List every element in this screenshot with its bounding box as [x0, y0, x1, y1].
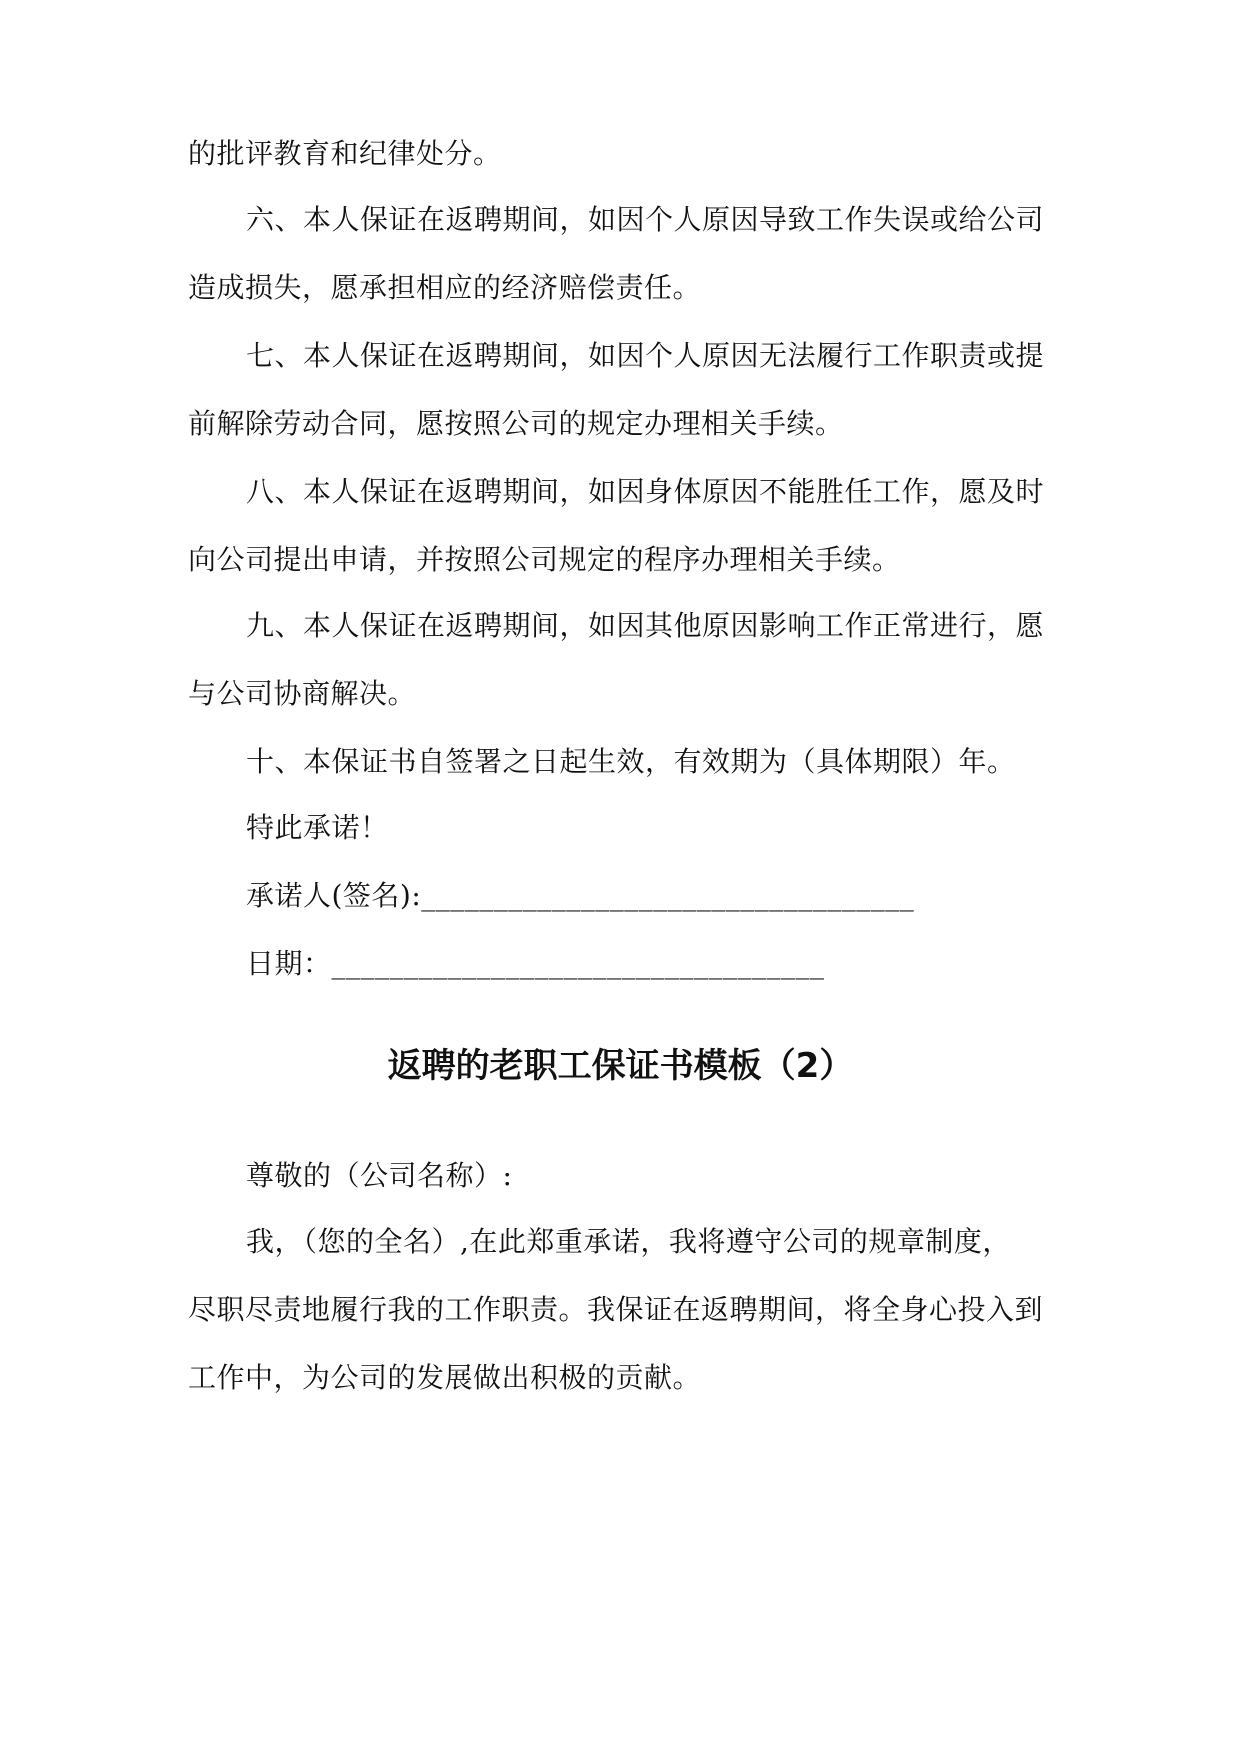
clause-7-line-2: 前解除劳动合同，愿按照公司的规定办理相关手续。 [188, 407, 844, 440]
paragraph-5-continuation: 的批评教育和纪律处分。 [188, 137, 502, 170]
clause-8-line-2: 向公司提出申请，并按照公司规定的程序办理相关手续。 [188, 543, 901, 576]
salutation: 尊敬的（公司名称）: [246, 1159, 513, 1192]
clause-8-line-1: 八、本人保证在返聘期间，如因身体原因不能胜任工作，愿及时 [246, 475, 1045, 508]
pledge-line-3: 工作中，为公司的发展做出积极的贡献。 [188, 1361, 702, 1394]
signature-line: 承诺人(签名):__________________________________ [246, 879, 915, 912]
clause-10: 十、本保证书自签署之日起生效，有效期为（具体期限）年。 [246, 745, 1016, 778]
date-line: 日期：__________________________________ [246, 947, 825, 980]
section-2-title: 返聘的老职工保证书模板（2） [387, 1046, 854, 1086]
pledge-line-1: 我，（您的全名）,在此郑重承诺，我将遵守公司的规章制度， [246, 1225, 1011, 1258]
clause-9-line-1: 九、本人保证在返聘期间，如因其他原因影响工作正常进行，愿 [246, 609, 1045, 642]
clause-6-line-1: 六、本人保证在返聘期间，如因个人原因导致工作失误或给公司 [246, 203, 1045, 236]
pledge-line-2: 尽职尽责地履行我的工作职责。我保证在返聘期间，将全身心投入到 [188, 1293, 1044, 1326]
clause-9-line-2: 与公司协商解决。 [188, 677, 417, 710]
clause-6-line-2: 造成损失，愿承担相应的经济赔偿责任。 [188, 271, 702, 304]
closing-statement: 特此承诺！ [246, 811, 389, 844]
clause-7-line-1: 七、本人保证在返聘期间，如因个人原因无法履行工作职责或提 [246, 339, 1045, 372]
